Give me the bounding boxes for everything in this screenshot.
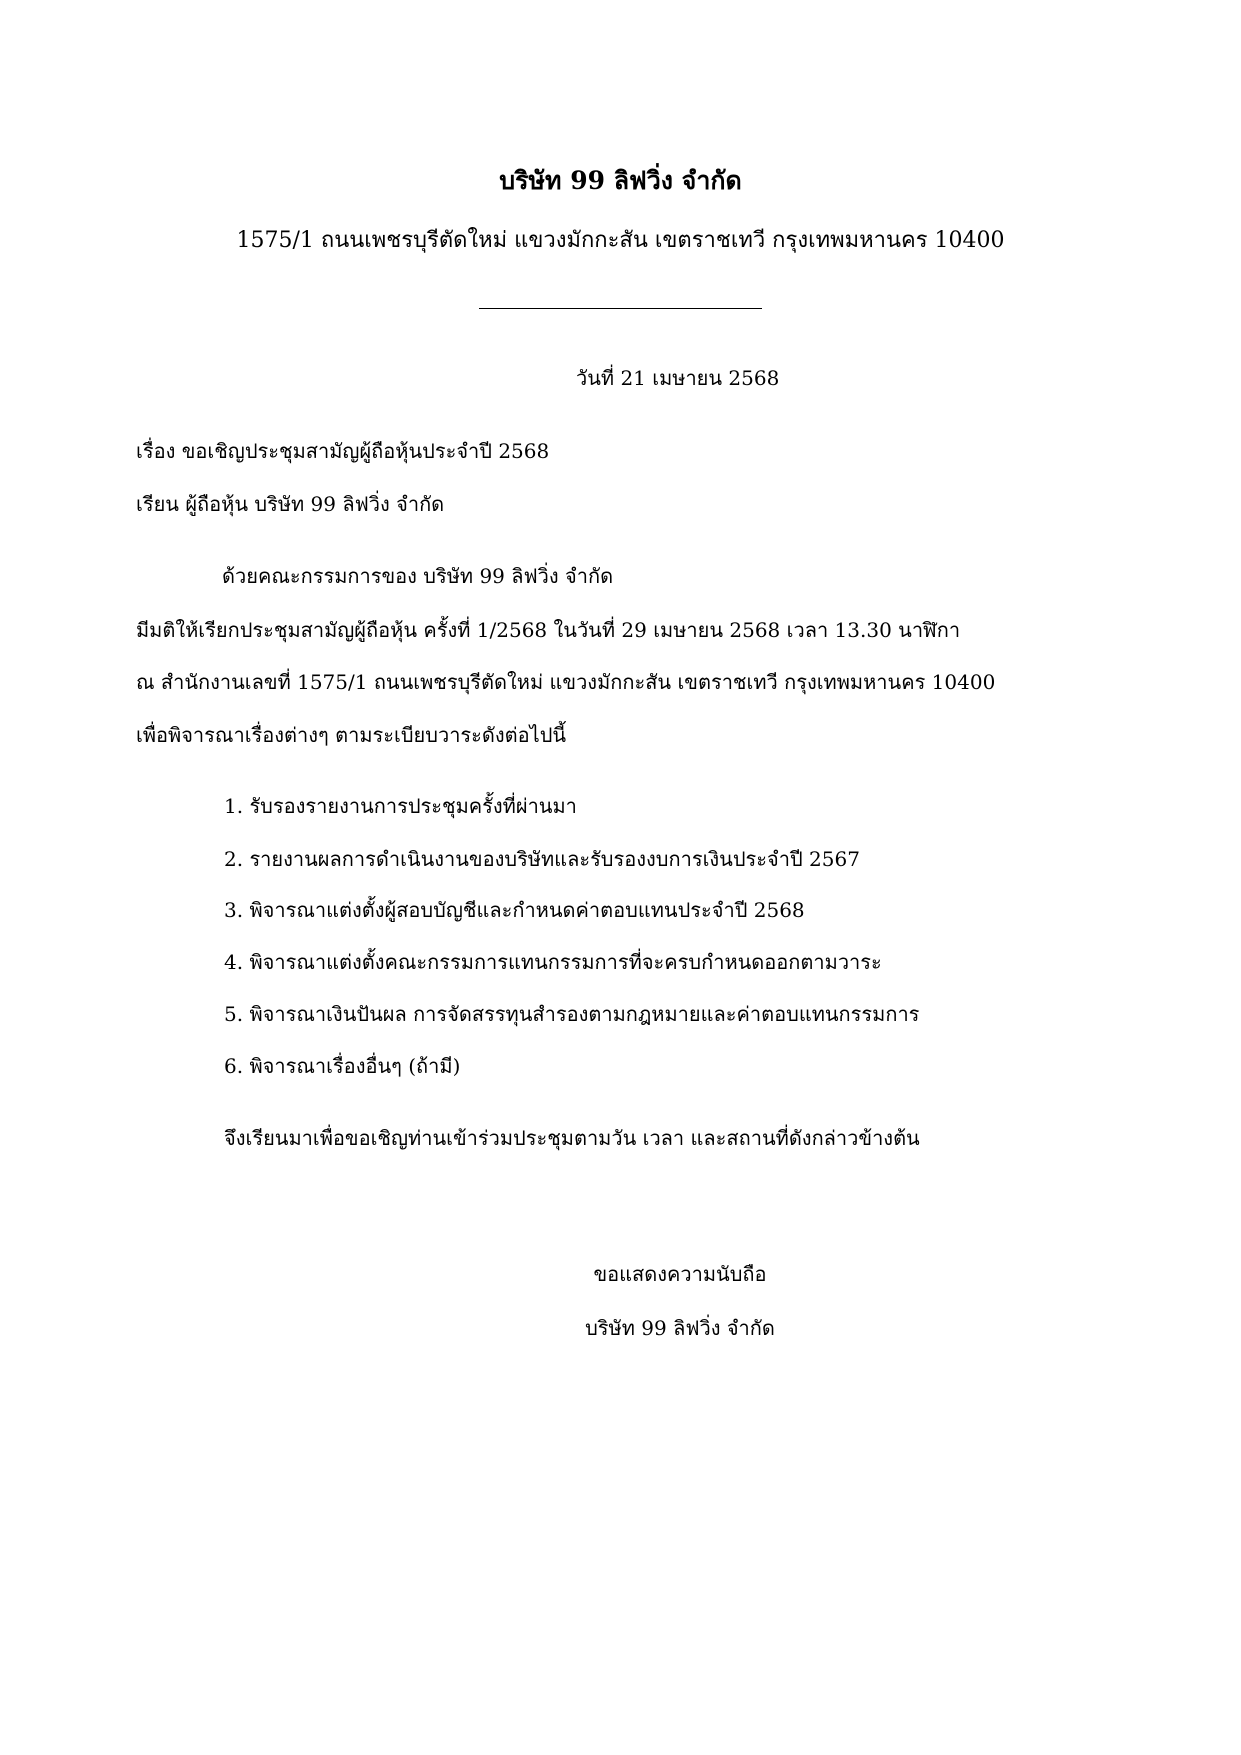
letter-subject: เรื่อง ขอเชิญประชุมสามัญผู้ถือหุ้นประจำปี 2568 bbox=[136, 439, 550, 463]
agenda-item: 5. พิจารณาเงินปันผล การจัดสรรทุนสำรองตามกฎหมายและค่าตอบแทนกรรมการ bbox=[224, 1002, 920, 1026]
agenda-item: 3. พิจารณาแต่งตั้งผู้สอบบัญชีและกำหนดค่าตอบแทนประจำปี 2568 bbox=[224, 898, 805, 922]
signature-company: บริษัท 99 ลิฟวิ่ง จำกัด bbox=[585, 1316, 775, 1340]
company-name: บริษัท 99 ลิฟวิ่ง จำกัด bbox=[499, 166, 742, 195]
agenda-item: 1. รับรองรายงานการประชุมครั้งที่ผ่านมา bbox=[224, 794, 577, 818]
letter-date: วันที่ 21 เมษายน 2568 bbox=[576, 366, 780, 390]
body-line-3: ณ สำนักงานเลขที่ 1575/1 ถนนเพชรบุรีตัดใหม่ แขวงมักกะสัน เขตราชเทวี กรุงเทพมหานคร 10400 bbox=[136, 670, 996, 694]
body-line-2: มีมติให้เรียกประชุมสามัญผู้ถือหุ้น ครั้งที่ 1/2568 ในวันที่ 29 เมษายน 2568 เวลา 13.30 นาฬิกา bbox=[136, 618, 961, 642]
agenda-item: 4. พิจารณาแต่งตั้งคณะกรรมการแทนกรรมการที่จะครบกำหนดออกตามวาระ bbox=[224, 950, 882, 974]
agenda-item: 2. รายงานผลการดำเนินงานของบริษัทและรับรองงบการเงินประจำปี 2567 bbox=[224, 847, 860, 871]
letter-recipient: เรียน ผู้ถือหุ้น บริษัท 99 ลิฟวิ่ง จำกัด bbox=[136, 492, 445, 516]
body-line-4: เพื่อพิจารณาเรื่องต่างๆ ตามระเบียบวาระดังต่อไปนี้ bbox=[136, 723, 567, 747]
header-divider bbox=[479, 308, 762, 309]
agenda-item: 6. พิจารณาเรื่องอื่นๆ (ถ้ามี) bbox=[224, 1054, 461, 1078]
body-line-1: ด้วยคณะกรรมการของ บริษัท 99 ลิฟวิ่ง จำกัด bbox=[222, 564, 614, 588]
company-address: 1575/1 ถนนเพชรบุรีตัดใหม่ แขวงมักกะสัน เขตราชเทวี กรุงเทพมหานคร 10400 bbox=[236, 228, 1005, 253]
closing-statement: จึงเรียนมาเพื่อขอเชิญท่านเข้าร่วมประชุมตามวัน เวลา และสถานที่ดังกล่าวข้างต้น bbox=[224, 1126, 920, 1150]
signature-regards: ขอแสดงความนับถือ bbox=[593, 1262, 767, 1286]
